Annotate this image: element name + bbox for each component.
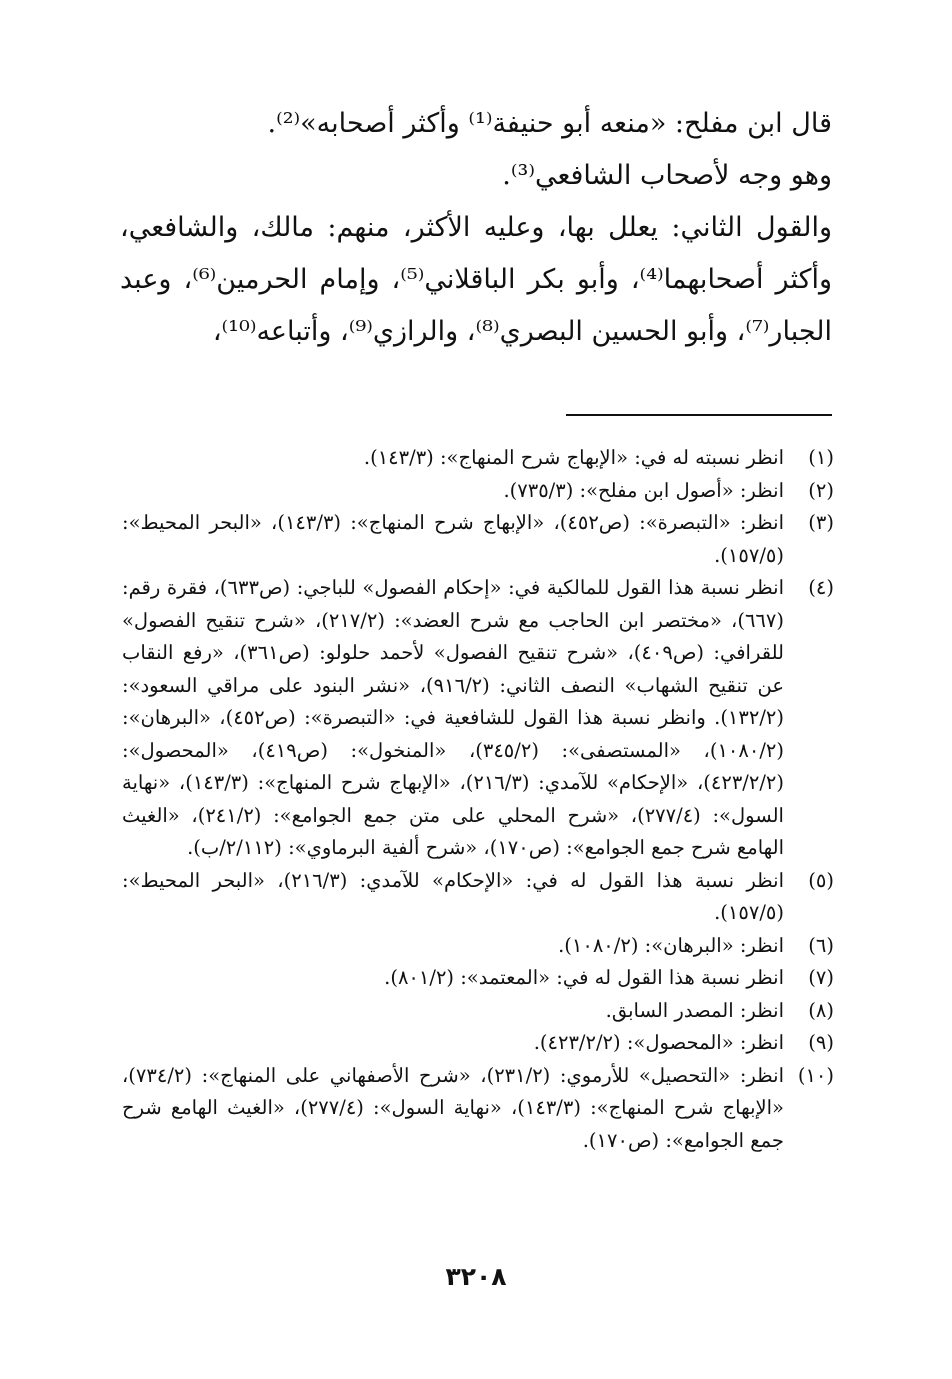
footnote-3 (122, 507, 834, 572)
footnote-number: (٧) (808, 966, 834, 989)
footnote-text: انظر نسبته له في: «الإبهاج شرح المنهاج»: (١٤٣/٣). (363, 446, 784, 469)
main-text (120, 98, 832, 358)
footnote-text: انظر نسبة هذا القول له في: «المعتمد»: (٨٠١/٢). (384, 966, 784, 989)
footnote-text: انظر: «أصول ابن مفلح»: (٧٣٥/٣). (503, 478, 784, 502)
footnote-number: (٢) (808, 478, 834, 502)
footnote-text: انظر نسبة هذا القول له في: «الإحكام» للآمدي: (٢١٦/٣)، «البحر المحيط»: (١٥٧/٥). (122, 868, 785, 924)
footnote-number: (٣) (808, 511, 834, 534)
footnote-separator (566, 414, 832, 416)
footnote-8 (122, 995, 834, 1028)
footnote-number: (١) (808, 446, 834, 469)
footnotes (122, 442, 834, 1157)
footnote-number: (٤) (808, 576, 834, 599)
footnote-10 (122, 1060, 834, 1158)
footnote-text: انظر: «البرهان»: (١٠٨٠/٢). (558, 933, 784, 957)
footnote-number: (٨) (808, 998, 834, 1022)
footnote-text: انظر: «التبصرة»: (ص٤٥٢)، «الإبهاج شرح المنهاج»: (١٤٣/٣)، «البحر المحيط»: (١٥٧/٥). (122, 511, 784, 567)
footnote-6 (122, 930, 834, 963)
footnote-4 (122, 572, 834, 865)
footnote-number: (٩) (808, 1031, 834, 1054)
page-number: ٣٢٠٨ (445, 1262, 507, 1291)
footnote-text: انظر نسبة هذا القول للمالكية في: «إحكام الفصول» للباجي: (ص٦٣٣)، فقرة رقم: (٦٦٧)، «مختصر ابن الحاجب مع شرح العضد»: (٢١٧/٢)، «شرح تنقيح الفصول» للقرافي: (ص٤٠٩)، «شرح تنقيح الفصول» لأحمد حلولو: (ص٣٦١)، «رفع النقاب عن تنقيح الشهاب» النصف الثاني: (٩١٦/٢)، «نشر البنود على مراقي السعود»: (١٣٢/٢). وانظر نسبة هذا القول للشافعية في: «التبصرة»: (ص٤٥٢)، «البرهان»: (١٠٨٠/٢)، «المستصفى»: (٣٤٥/٢)، «المنخول»: (ص٤١٩)، «المحصول»: (٤٢٣/٢/٢)، «الإحكام» للآمدي: (٢١٦/٣)، «الإبهاج شرح المنهاج»: (١٤٣/٣)، «نهاية السول»: (٢٧٧/٤)، «شرح المحلي على متن جمع الجوامع»: (٢٤١/٢)، «الغيث الهامع شرح جمع الجوامع»: (ص١٧٠)، «شرح ألفية البرماوي»: (٢/١١٢/ب). (122, 576, 785, 859)
footnote-7 (122, 962, 834, 995)
footnote-number: (١٠) (797, 1063, 834, 1087)
main-paragraph-3: والقول الثاني: يعلل بها، وعليه الأكثر، منهم: مالك، والشافعي، وأكثر أصحابهما⁽⁴⁾، وأبو بكر الباقلاني⁽⁵⁾، وإمام الحرمين⁽⁶⁾، وعبد الجبار⁽⁷⁾، وأبو الحسين البصري⁽⁸⁾، والرازي⁽⁹⁾، وأتباعه⁽¹⁰⁾، (120, 212, 832, 347)
footnote-2 (122, 475, 834, 508)
footnote-number: (٦) (808, 933, 834, 957)
footnote-number: (٥) (808, 868, 834, 892)
footnote-text: انظر: المصدر السابق. (605, 998, 784, 1022)
footnote-9 (122, 1027, 834, 1060)
footnote-1 (122, 442, 834, 475)
footnote-text: انظر: «المحصول»: (٤٢٣/٢/٢). (533, 1031, 784, 1054)
footnote-5 (122, 865, 834, 930)
main-paragraph-1: قال ابن مفلح: «منعه أبو حنيفة⁽¹⁾ وأكثر أصحابه»⁽²⁾. (267, 108, 832, 139)
footnote-text: انظر: «التحصيل» للأرموي: (٢٣١/٢)، «شرح الأصفهاني على المنهاج»: (٧٣٤/٢)، «الإبهاج شرح المنهاج»: (١٤٣/٣)، «نهاية السول»: (٢٧٧/٤)، «الغيث الهامع شرح جمع الجوامع»: (ص١٧٠). (122, 1063, 784, 1152)
main-paragraph-2: وهو وجه لأصحاب الشافعي⁽³⁾. (502, 160, 832, 191)
